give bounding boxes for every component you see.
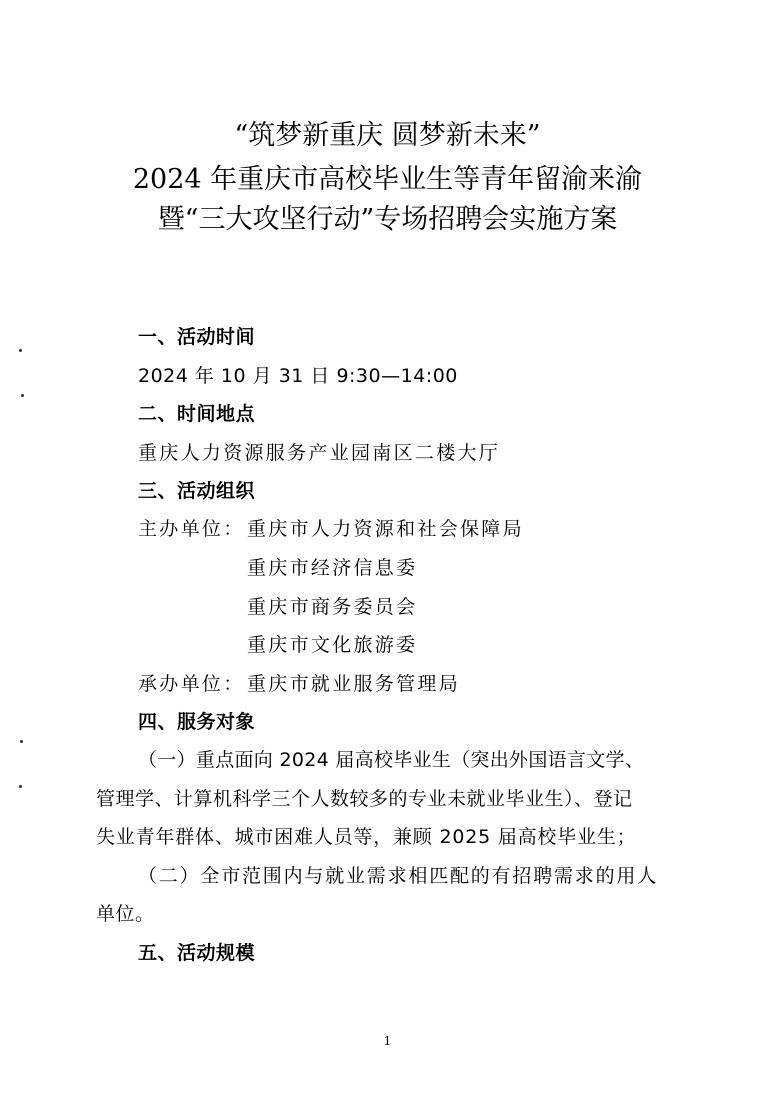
organizer-item: 重庆市文化旅游委 — [247, 634, 418, 656]
title-line-3: 暨“三大攻坚行动”专场招聘会实施方案 — [157, 204, 618, 235]
section-heading-scale: 五、活动规模 — [138, 942, 256, 964]
title-line-2: 2024 年重庆市高校毕业生等青年留渝来渝 — [132, 164, 643, 195]
scan-speck — [19, 349, 22, 352]
section-heading-organization: 三、活动组织 — [138, 480, 256, 502]
page-number: 1 — [383, 1034, 392, 1048]
targets-paragraph-1-line: （一）重点面向 2024 届高校毕业生（突出外国语言文学、 — [138, 749, 645, 771]
targets-paragraph-1-line: 失业青年群体、城市困难人员等，兼顾 2025 届高校毕业生； — [96, 826, 637, 848]
undertaker-label: 承办单位： — [138, 673, 245, 695]
activity-time: 2024 年 10 月 31 日 9:30—14:00 — [138, 365, 458, 387]
scan-speck — [19, 785, 22, 788]
section-heading-place: 二、时间地点 — [138, 403, 256, 425]
section-heading-targets: 四、服务对象 — [138, 711, 256, 733]
organizer-item: 重庆市人力资源和社会保障局 — [247, 518, 524, 540]
organizer-label: 主办单位： — [138, 518, 245, 540]
section-heading-time: 一、活动时间 — [138, 326, 256, 348]
targets-paragraph-2-line: 单位。 — [96, 903, 155, 925]
scan-speck — [21, 394, 24, 397]
title-line-1: “筑梦新重庆 圆梦新未来” — [234, 120, 541, 151]
targets-paragraph-2-line: （二）全市范围内与就业需求相匹配的有招聘需求的用人 — [138, 865, 659, 887]
organizer-item: 重庆市经济信息委 — [247, 557, 418, 579]
undertaker-value: 重庆市就业服务管理局 — [247, 673, 461, 695]
targets-paragraph-1-line: 管理学、计算机科学三个人数较多的专业未就业毕业生）、登记 — [96, 788, 633, 810]
scan-speck — [20, 740, 23, 743]
organizer-item: 重庆市商务委员会 — [247, 596, 418, 618]
activity-place: 重庆人力资源服务产业园南区二楼大厅 — [138, 442, 501, 464]
